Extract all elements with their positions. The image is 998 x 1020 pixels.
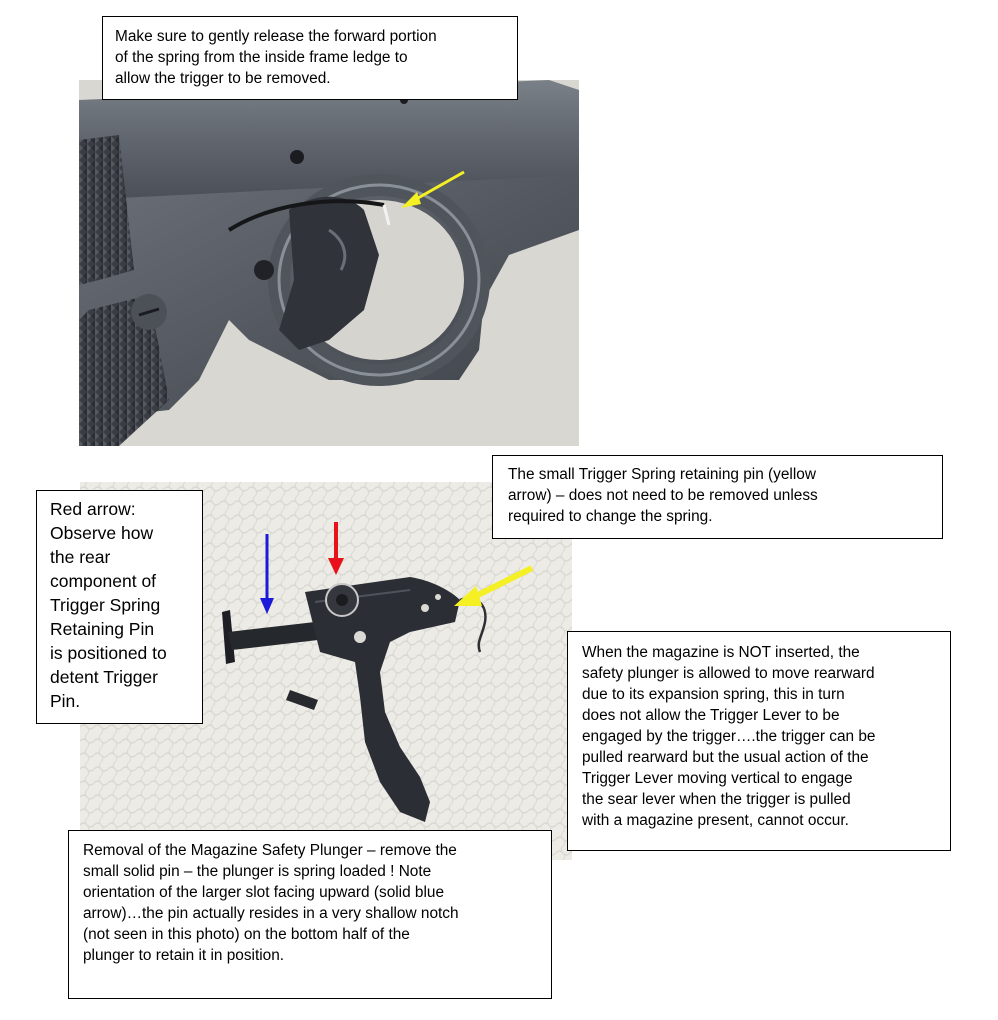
red-arrow-callout: Red arrow: Observe how the rear component of Trigger Spring Retaining Pin is positioned to detent Trigger Pin. — [36, 490, 203, 724]
plunger-removal-callout: Removal of the Magazine Safety Plunger – remove the small solid pin – the plunger is spring loaded ! Note orientation of the larger slot facing upward (solid blue arrow)…the pin actually resides in a very shallow notch (not seen in this photo) on the bottom half of the plunger to retain it in position. — [68, 830, 552, 999]
frame-photo-drawing — [79, 80, 579, 446]
magazine-not-inserted-callout: When the magazine is NOT inserted, the safety plunger is allowed to move rearward due to its expansion spring, this in turn does not allow the Trigger Lever to be engaged by the trigger….the trigger can be pulled rearward but the usual action of the Trigger Lever moving vertical to engage the sear lever when the trigger is pulled with a magazine present, cannot occur. — [567, 631, 951, 851]
retaining-pin-callout: The small Trigger Spring retaining pin (yellow arrow) – does not need to be removed unless required to change the spring. — [492, 455, 943, 539]
frame-trigger-guard-photo — [79, 80, 579, 446]
release-spring-callout: Make sure to gently release the forward portion of the spring from the inside frame ledge to allow the trigger to be removed. — [102, 16, 518, 100]
